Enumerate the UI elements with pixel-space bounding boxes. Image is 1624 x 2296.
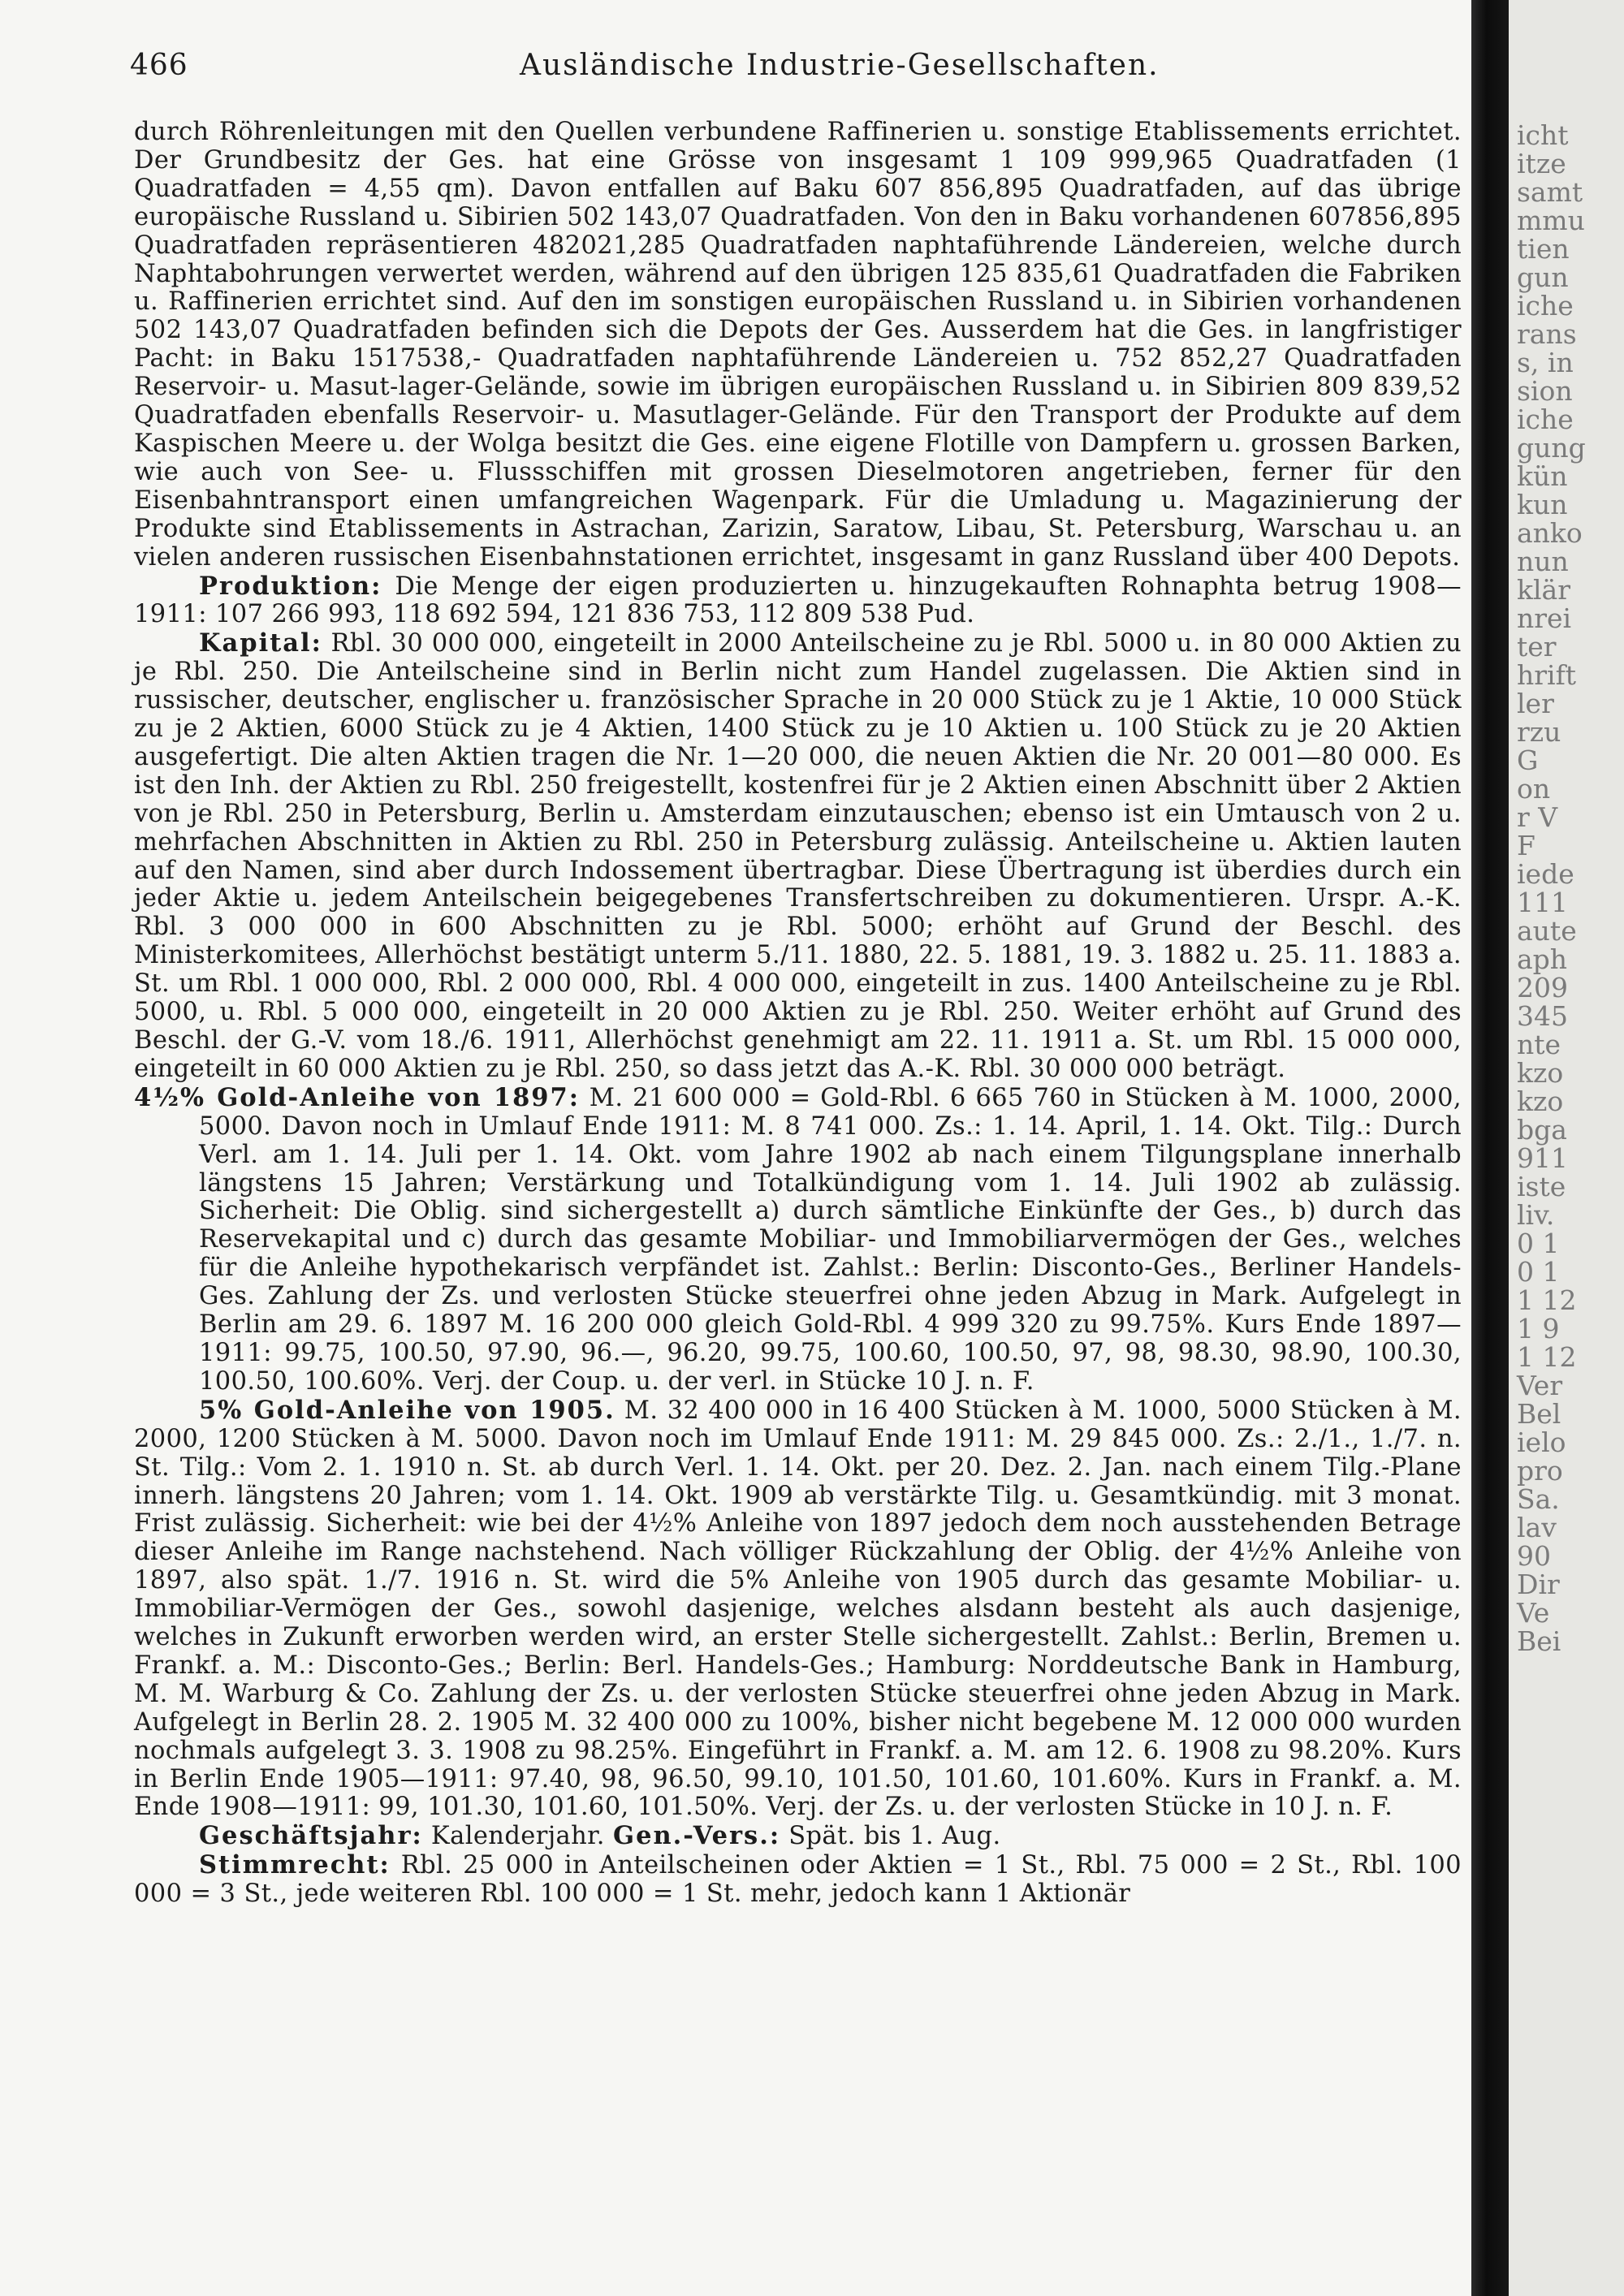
adjacent-page-fragment: Bei — [1517, 1625, 1561, 1657]
adjacent-page-fragment: Sa. — [1517, 1483, 1560, 1515]
paragraph-anleihe-1897 — [134, 1084, 1462, 1396]
paragraph-kapital — [134, 629, 1462, 1084]
adjacent-page-fragment: aph — [1517, 943, 1568, 975]
stimmrecht-label: Stimmrecht: — [199, 1850, 391, 1880]
adjacent-page-fragment: 90 — [1517, 1540, 1551, 1572]
adjacent-page-fragment: kün — [1517, 460, 1568, 492]
adjacent-page-fragment: itze — [1517, 148, 1566, 179]
produktion-label: Produktion: — [199, 571, 382, 601]
adjacent-page-fragment: iste — [1517, 1171, 1566, 1202]
adjacent-page-fragment: nrei — [1517, 602, 1572, 634]
paragraph-anleihe-1905 — [134, 1396, 1462, 1823]
adjacent-page-fragment: 1 12 — [1517, 1341, 1577, 1373]
adjacent-page-fragment: 111 — [1517, 887, 1568, 918]
adjacent-page-fragment: mmu — [1517, 205, 1585, 236]
adjacent-page-fragment: sion — [1517, 375, 1573, 407]
adjacent-page-fragment: G — [1517, 744, 1539, 776]
genvers-label: Gen.-Vers.: — [613, 1821, 781, 1851]
adjacent-page-fragment: 0 1 — [1517, 1228, 1560, 1259]
adjacent-page-fragment: aute — [1517, 915, 1577, 947]
kapital-label: Kapital: — [199, 628, 322, 658]
adjacent-page-fragment: Dir — [1517, 1569, 1560, 1600]
adjacent-page-edge — [1509, 0, 1624, 2296]
adjacent-page-fragment: lav — [1517, 1512, 1557, 1543]
geschaeftsjahr-label: Geschäftsjahr: — [199, 1821, 423, 1851]
adjacent-page-fragment: F — [1517, 830, 1535, 861]
adjacent-page-fragment: liv. — [1517, 1199, 1555, 1231]
adjacent-page-fragment: 1 9 — [1517, 1313, 1560, 1344]
adjacent-page-fragment: anko — [1517, 517, 1583, 549]
adjacent-page-fragment: on — [1517, 773, 1551, 805]
adjacent-page-fragment: klär — [1517, 574, 1570, 606]
adjacent-page-fragment: nun — [1517, 546, 1569, 577]
adjacent-page-fragment: 0 1 — [1517, 1256, 1560, 1288]
adjacent-page-fragment: 911 — [1517, 1142, 1568, 1174]
adjacent-page-fragment: 209 — [1517, 972, 1568, 1003]
adjacent-page-fragment: rans — [1517, 318, 1577, 350]
paragraph-produktion — [134, 572, 1462, 630]
adjacent-page-fragment: Bel — [1517, 1398, 1561, 1430]
anleihe-1905-label: 5% Gold-Anleihe von 1905. — [199, 1395, 615, 1425]
book-gutter — [1471, 0, 1509, 2296]
adjacent-page-fragment: Ver — [1517, 1370, 1563, 1401]
adjacent-page-fragment: pro — [1517, 1455, 1563, 1487]
adjacent-page-fragment: iede — [1517, 858, 1574, 890]
geschaeftsjahr-text: Kalenderjahr. — [430, 1822, 605, 1851]
adjacent-page-fragment: hrift — [1517, 659, 1577, 691]
adjacent-page-fragment: r V — [1517, 801, 1558, 833]
adjacent-page-fragment: 1 12 — [1517, 1284, 1577, 1316]
stimmrecht-text: Rbl. 25 000 in Anteilscheinen oder Aktien = 1 St., Rbl. 75 000 = 2 St., Rbl. 100 000 = 3 St., jede weiteren Rbl. 100 000 = 1 St. mehr, jedoch kann 1 Aktionär — [134, 1851, 1462, 1909]
adjacent-page-fragment: iche — [1517, 404, 1574, 435]
anleihe-1897-label: 4½% Gold-Anleihe von 1897: — [134, 1082, 581, 1112]
adjacent-page-fragment: kun — [1517, 489, 1568, 520]
anleihe-1897-text: M. 21 600 000 = Gold-Rbl. 6 665 760 in Stücken à M. 1000, 2000, 5000. Davon noch in Umlauf Ende 1911: M. 8 741 000. Zs.: 1. 14. April, 1. 14. Okt. Tilg.: Durch Verl. am 1. 14. Juli per 1. 14. Okt. vom Jahre 1902 ab nach einem Tilgungsplane innerhalb längstens 15 Jahren; Verstärkung und Totalkündigung vom 1. 14. Juli 1902 ab zulässig. Sicherheit: Die Oblig. sind sichergestellt a) durch sämtliche Einkünfte der Ges., b) durch das Reservekapital und c) durch das gesamte Mobiliar- und Immobiliarvermögen der Ges., welches für die Anleihe hypothekarisch verpfändet ist. Zahlst.: Berlin: Disconto-Ges., Berliner Handels-Ges. Zahlung der Zs. und verlosten Stücke steuerfrei ohne jeden Abzug in Mark. Aufgelegt in Berlin am 29. 6. 1897 M. 16 200 000 gleich Gold-Rbl. 4 999 320 zu 99.75%. Kurs Ende 1897—1911: 99.75, 100.50, 97.90, 96.—, 96.20, 99.75, 100.60, 100.50, 97, 98, 98.30, 98.90, 100.30, 100.50, 100.60%. Verj. der Coup. u. der verl. in Stücke 10 J. n. F. — [199, 1083, 1462, 1396]
adjacent-page-fragment: tien — [1517, 233, 1570, 265]
adjacent-page-fragment: gun — [1517, 261, 1569, 293]
adjacent-page-fragment: 345 — [1517, 1000, 1568, 1032]
adjacent-page-fragment: iche — [1517, 290, 1574, 322]
page-header — [130, 49, 1462, 84]
kapital-text: Rbl. 30 000 000, eingeteilt in 2000 Anteilscheine zu je Rbl. 5000 u. in 80 000 Aktien zu je Rbl. 250. Die Anteilscheine sind in Berlin nicht zum Handel zugelassen. Die Aktien sind in russischer, deutscher, englischer u. französischer Sprache in 20 000 Stück zu je 1 Aktie, 10 000 Stück zu je 2 Aktien, 6000 Stück zu je 4 Aktien, 1400 Stück zu je 10 Aktien u. 100 Stück zu je 20 Aktien ausgefertigt. Die alten Aktien tragen die Nr. 1—20 000, die neuen Aktien die Nr. 20 001—80 000. Es ist den Inh. der Aktien zu Rbl. 250 freigestellt, kostenfrei für je 2 Aktien einen Abschnitt über 2 Aktien von je Rbl. 250 in Petersburg, Berlin u. Amsterdam einzutauschen; ebenso ist ein Umtausch von 2 u. mehrfachen Abschnitten in Aktien zu Rbl. 250 in Petersburg zulässig. Anteilscheine u. Aktien lauten auf den Namen, sind aber durch Indossement übertragbar. Diese Übertragung ist überdies durch ein jeder Aktie u. jedem Anteilschein beigegebenes Transfertschreiben zu dokumentieren. Urspr. A.-K. Rbl. 3 000 000 in 600 Abschnitten zu je Rbl. 5000; erhöht auf Grund der Beschl. des Ministerkomitees, Allerhöchst bestätigt unterm 5./11. 1880, 22. 5. 1881, 19. 3. 1882 u. 25. 11. 1883 a. St. um Rbl. 1 000 000, Rbl. 2 000 000, Rbl. 4 000 000, eingeteilt in zus. 1400 Anteilscheine zu je Rbl. 5000, u. Rbl. 5 000 000, eingeteilt in 20 000 Aktien zu je Rbl. 250. Weiter erhöht auf Grund des Beschl. der G.-V. vom 18./6. 1911, Allerhöchst genehmigt am 22. 11. 1911 a. St. um Rbl. 15 000 000, eingeteilt in 60 000 Aktien zu je Rbl. 250, so dass jetzt das A.-K. Rbl. 30 000 000 beträgt. — [134, 629, 1462, 1083]
anleihe-1905-text: M. 32 400 000 in 16 400 Stücken à M. 1000, 5000 Stücken à M. 2000, 1200 Stücken à M. 5000. Davon noch im Umlauf Ende 1911: M. 29 845 000. Zs.: 2./1., 1./7. n. St. Tilg.: Vom 2. 1. 1910 n. St. ab durch Verl. 1. 14. Okt. per 20. Dez. 2. Jan. nach einem Tilg.-Plane innerh. längstens 20 Jahren; vom 1. 14. Okt. 1909 ab verstärkte Tilg. u. Gesamtkündig. mit 3 monat. Frist zulässig. Sicherheit: wie bei der 4½% Anleihe von 1897 jedoch dem noch ausstehenden Betrage dieser Anleihe im Range nachstehend. Nach völliger Rückzahlung der Oblig. der 4½% Anleihe von 1897, also spät. 1./7. 1916 n. St. wird die 5% Anleihe von 1905 durch das gesamte Mobiliar- u. Immobiliar-Vermögen der Ges., sowohl dasjenige, welches alsdann besteht als auch dasjenige, welches in Zukunft erworben werden wird, an erster Stelle sichergestellt. Zahlst.: Berlin, Bremen u. Frankf. a. M.: Disconto-Ges.; Berlin: Berl. Handels-Ges.; Hamburg: Norddeutsche Bank in Hamburg, M. M. Warburg & Co. Zahlung der Zs. u. der verlosten Stücke steuerfrei ohne jeden Abzug in Mark. Aufgelegt in Berlin 28. 2. 1905 M. 32 400 000 zu 100%, bisher nicht begebene M. 12 000 000 wurden nochmals aufgelegt 3. 3. 1908 zu 98.25%. Eingeführt in Frankf. a. M. am 12. 6. 1908 zu 98.20%. Kurs in Berlin Ende 1905—1911: 97.40, 98, 96.50, 99.10, 101.50, 101.60, 101.60%. Kurs in Frankf. a. M. Ende 1908—1911: 99, 101.30, 101.60, 101.50%. Verj. der Zs. u. der verlosten Stücke in 10 J. n. F. — [134, 1396, 1462, 1822]
adjacent-page-fragment: Ve — [1517, 1597, 1550, 1629]
running-title: Ausländische Industrie-Gesellschaften. — [520, 49, 1160, 82]
paragraph-stimmrecht — [134, 1851, 1462, 1909]
adjacent-page-fragment: ielo — [1517, 1426, 1566, 1458]
paragraph-geschaeftsjahr — [134, 1822, 1462, 1851]
adjacent-page-fragment: rzu — [1517, 716, 1561, 748]
adjacent-page-fragment: s, in — [1517, 347, 1574, 378]
genvers-text: Spät. bis 1. Aug. — [788, 1822, 1001, 1851]
body-text — [134, 119, 1462, 1909]
paragraph-facilities: durch Röhrenleitungen mit den Quellen verbundene Raffinerien u. sonstige Etablissements errichtet. Der Grundbesitz der Ges. hat eine Grösse von insgesamt 1 109 999,965 Quadratfaden (1 Quadratfaden = 4,55 qm). Davon entfallen auf Baku 607 856,895 Quadratfaden, auf das übrige europäische Russland u. Sibirien 502 143,07 Quadratfaden. Von den in Baku vorhandenen 607856,895 Quadratfaden repräsentieren 482021,285 Quadratfaden naphtaführende Ländereien, welche durch Naphtabohrungen verwertet werden, während auf den übrigen 125 835,61 Quadratfaden die Fabriken u. Raffinerien errichtet sind. Auf den im sonstigen europäischen Russland u. in Sibirien vorhandenen 502 143,07 Quadratfaden befinden sich die Depots der Ges. Ausserdem hat die Ges. in langfristiger Pacht: in Baku 1517538,- Quadratfaden naphtaführende Ländereien u. 752 852,27 Quadratfaden Reservoir- u. Masut-lager-Gelände, sowie im übrigen europäischen Russland u. in Sibirien 809 839,52 Quadratfaden ebenfalls Reservoir- u. Masutlager-Gelände. Für den Transport der Produkte auf dem Kaspischen Meere u. der Wolga besitzt die Ges. eine eigene Flotille von Dampfern u. grossen Barken, wie auch von See- u. Flussschiffen mit grossen Dieselmotoren angetrieben, ferner für den Eisenbahntransport einen umfangreichen Wagenpark. Für die Umladung u. Magazinierung der Produkte sind Etablissements in Astrachan, Zarizin, Saratow, Libau, St. Petersburg, Warschau u. an vielen anderen russischen Eisenbahnstationen errichtet, insgesamt in ganz Russland über 400 Depots. — [134, 118, 1462, 572]
adjacent-page-fragment: kzo — [1517, 1085, 1564, 1117]
adjacent-page-fragment: gung — [1517, 432, 1586, 464]
adjacent-page-fragment: ter — [1517, 631, 1557, 662]
adjacent-page-fragment: icht — [1517, 119, 1569, 151]
page-number: 466 — [130, 49, 188, 82]
adjacent-page-fragment: bga — [1517, 1114, 1567, 1146]
adjacent-page-fragment: kzo — [1517, 1057, 1564, 1089]
produktion-text: Die Menge der eigen produzierten u. hinzugekauften Rohnaphta betrug 1908—1911: 107 266 993, 118 692 594, 121 836 753, 112 809 538 Pud. — [134, 572, 1462, 629]
adjacent-page-fragment: samt — [1517, 176, 1583, 208]
adjacent-page-fragment: nte — [1517, 1029, 1561, 1060]
adjacent-page-fragment: ler — [1517, 688, 1554, 719]
